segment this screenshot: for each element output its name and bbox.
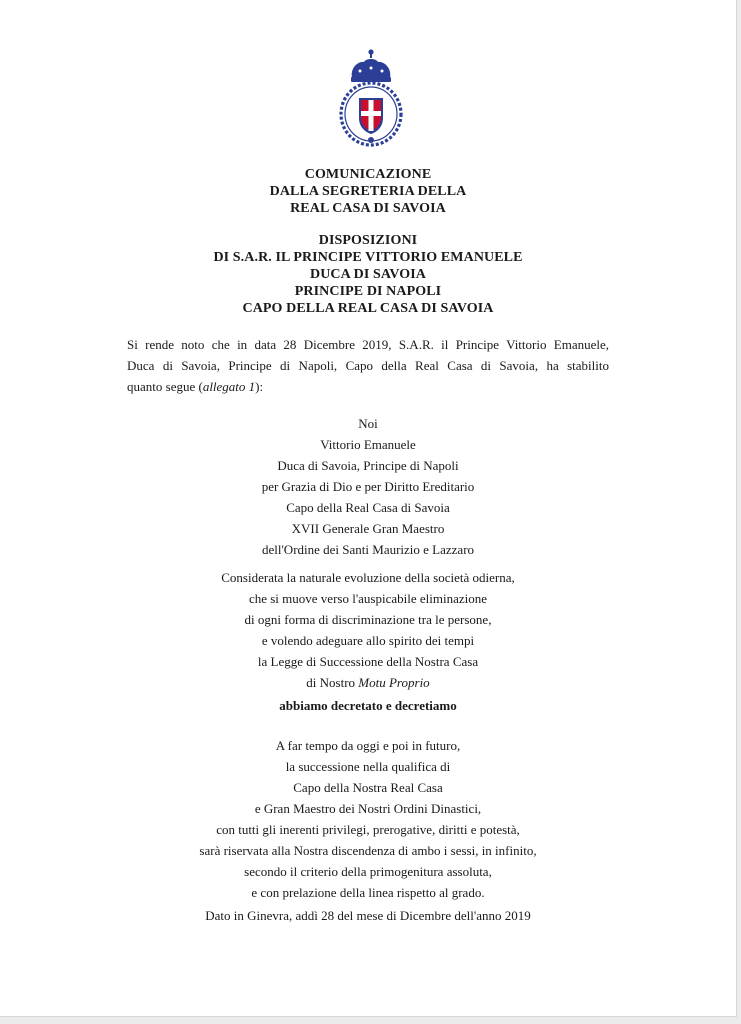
royal-titles xyxy=(0,413,736,560)
succession-ruling xyxy=(0,735,736,903)
ruling-line: secondo il criterio della primogenitura assoluta, xyxy=(244,864,492,879)
title-line: Duca di Savoia, Principe di Napoli xyxy=(277,458,459,473)
intro-line: Duca di Savoia, Principe di Napoli, Capo della Real Casa di Savoia, ha stabilito xyxy=(127,358,609,373)
intro-line: Si rende noto che in data 28 Dicembre 2019, S.A.R. il Principe Vittorio Emanuele, xyxy=(127,337,609,352)
title-line: per Grazia di Dio e per Diritto Ereditario xyxy=(261,479,475,494)
title-line: Capo della Real Casa di Savoia xyxy=(286,500,450,515)
consideration-line: la Legge di Successione della Nostra Casa xyxy=(257,654,479,669)
dispositions-header xyxy=(0,232,736,317)
ruling-line: con tutti gli inerenti privilegi, prerogative, diritti e potestà, xyxy=(216,822,520,837)
header-line: REAL CASA DI SAVOIA xyxy=(290,201,446,216)
ruling-line: e Gran Maestro dei Nostri Ordini Dinastici, xyxy=(254,801,482,816)
considerations-paragraph xyxy=(0,567,736,693)
intro-text: ): xyxy=(255,379,264,394)
ruling-line: la successione nella qualifica di xyxy=(285,759,451,774)
header-line: COMUNICAZIONE xyxy=(304,167,432,182)
dispositions-line: PRINCIPE DI NAPOLI xyxy=(294,284,442,299)
dispositions-line: CAPO DELLA REAL CASA DI SAVOIA xyxy=(242,301,494,316)
consideration-line: Considerata la naturale evoluzione della società odierna, xyxy=(221,570,515,585)
dispositions-line: DI S.A.R. IL PRINCIPE VITTORIO EMANUELE xyxy=(213,250,523,265)
dispositions-line: DUCA DI SAVOIA xyxy=(310,267,426,282)
dispositions-line: DISPOSIZIONI xyxy=(318,233,418,248)
ruling-line: Capo della Nostra Real Casa xyxy=(293,780,443,795)
motu-proprio: Motu Proprio xyxy=(358,675,430,690)
intro-text: quanto segue ( xyxy=(127,379,203,394)
ruling-line: A far tempo da oggi e poi in futuro, xyxy=(275,738,461,753)
ruling-line: sarà riservata alla Nostra discendenza di ambo i sessi, in infinito, xyxy=(199,843,537,858)
communication-header xyxy=(0,166,736,217)
title-line: Vittorio Emanuele xyxy=(320,437,416,452)
attachment-reference: allegato 1 xyxy=(202,379,256,394)
title-line: dell'Ordine dei Santi Maurizio e Lazzaro xyxy=(261,542,475,557)
consideration-line xyxy=(0,672,736,693)
consideration-text: di Nostro xyxy=(306,675,359,690)
header-line: DALLA SEGRETERIA DELLA xyxy=(269,184,467,199)
title-line: Noi xyxy=(358,416,378,431)
decree-statement: abbiamo decretato e decretiamo xyxy=(279,698,457,713)
intro-paragraph xyxy=(127,334,609,397)
title-line: XVII Generale Gran Maestro xyxy=(291,521,445,536)
intro-line xyxy=(127,376,609,397)
ruling-line: e con prelazione della linea rispetto al grado. xyxy=(251,885,485,900)
consideration-line: e volendo adeguare allo spirito dei tempi xyxy=(261,633,475,648)
consideration-line: di ogni forma di discriminazione tra le persone, xyxy=(244,612,492,627)
dated-line: Dato in Ginevra, addì 28 del mese di Dicembre dell'anno 2019 xyxy=(205,908,531,923)
consideration-line: che si muove verso l'auspicabile eliminazione xyxy=(248,591,488,606)
savoy-crest-icon xyxy=(334,48,408,148)
